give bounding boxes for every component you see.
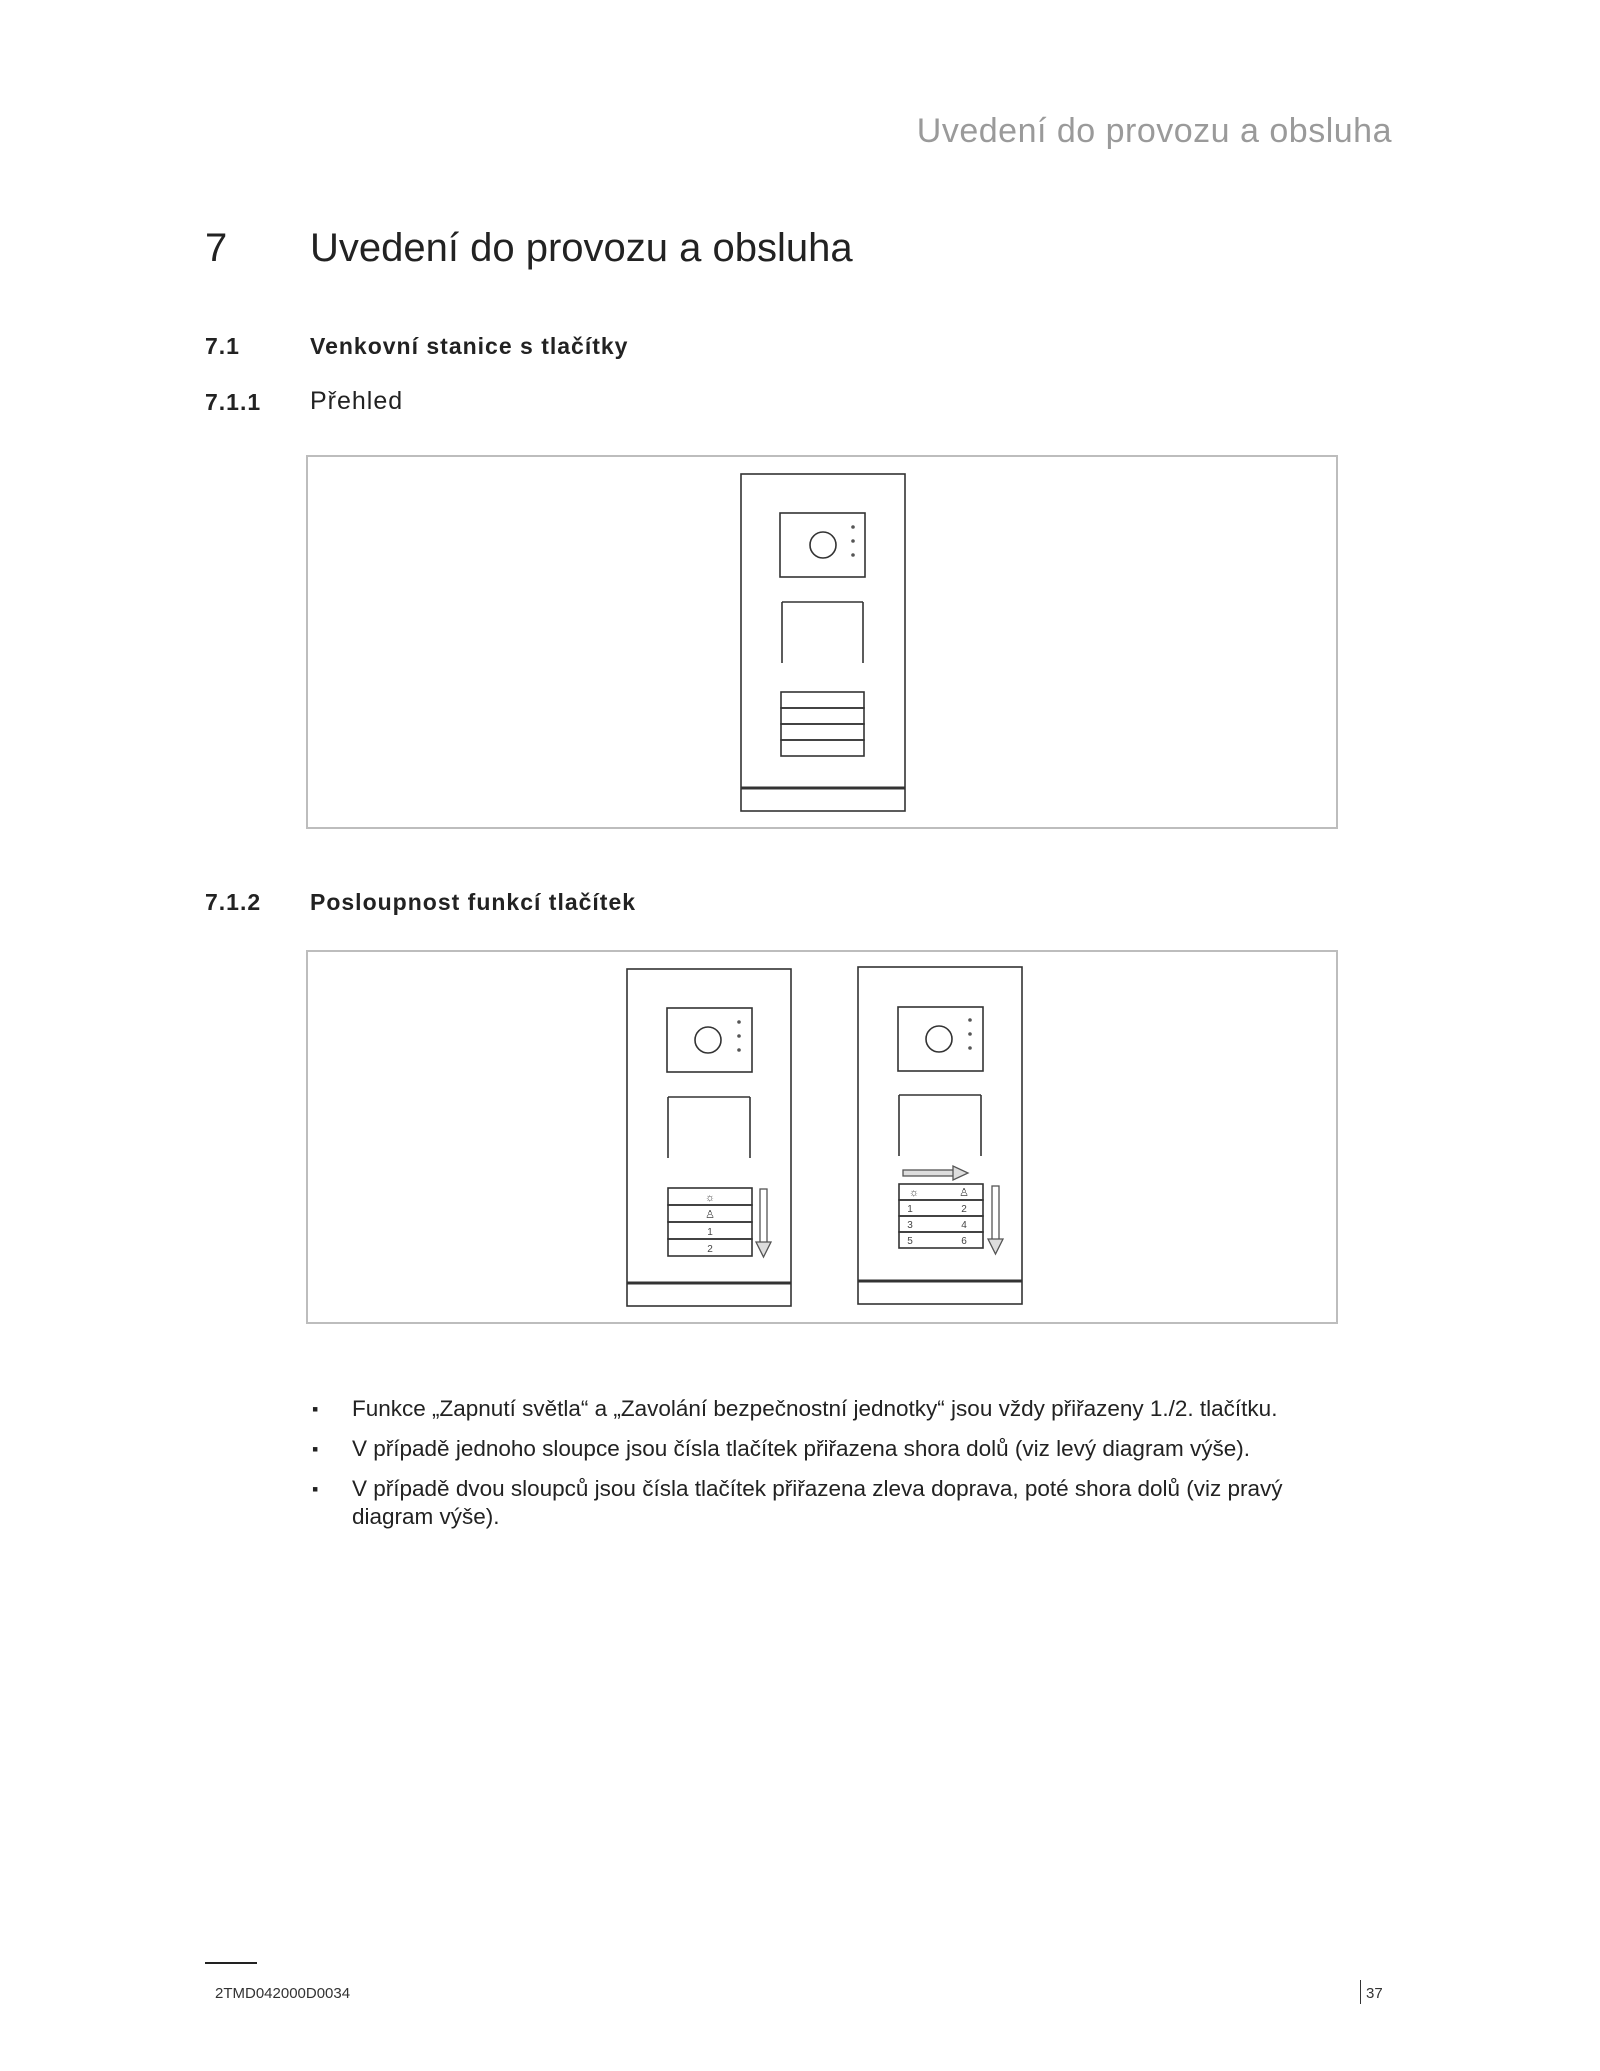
footer-rule — [205, 1962, 257, 1964]
button-label: 2 — [961, 1204, 967, 1215]
page-number: 37 — [1366, 1985, 1383, 2002]
arrow-right-icon — [903, 1166, 968, 1180]
security-guard-icon: ♙ — [705, 1209, 715, 1221]
button-label: 1 — [707, 1227, 713, 1238]
bullet-item — [310, 1435, 1360, 1463]
button-label: 1 — [907, 1204, 913, 1215]
camera-module — [780, 513, 865, 577]
document-id: 2TMD042000D0034 — [215, 1985, 351, 2002]
chapter-title: Uvedení do provozu a obsluha — [310, 226, 853, 270]
light-icon: ☼ — [704, 1192, 716, 1204]
arrow-down-icon — [756, 1189, 771, 1257]
camera-lens-icon — [810, 532, 836, 558]
bullet-mark: ▪ — [312, 1479, 319, 1499]
bullet-mark: ▪ — [312, 1399, 319, 1419]
camera-lens-icon — [926, 1026, 952, 1052]
station-panel — [741, 474, 905, 811]
subsection-title-sequence: Posloupnost funkcí tlačítek — [310, 889, 637, 915]
chapter-number: 7 — [205, 226, 228, 270]
figure-button-sequence — [306, 950, 1338, 1324]
button-label: 6 — [961, 1236, 967, 1247]
section-title: Venkovní stanice s tlačítky — [310, 333, 629, 359]
bullet-list — [310, 1395, 1360, 1543]
subsection-number-overview: 7.1.1 — [205, 389, 262, 415]
button-label: 3 — [907, 1220, 913, 1231]
station-single-column — [627, 969, 791, 1306]
status-led-icons — [851, 525, 855, 557]
arrow-down-icon — [988, 1186, 1003, 1254]
light-icon: ☼ — [908, 1187, 920, 1199]
bullet-item — [310, 1475, 1360, 1531]
station-two-columns — [858, 967, 1022, 1304]
outdoor-station-overview-drawing — [308, 457, 1340, 831]
bullet-item — [310, 1395, 1360, 1423]
camera-lens-icon — [695, 1027, 721, 1053]
button-label: 5 — [907, 1236, 913, 1247]
bullet-text: V případě dvou sloupců jsou čísla tlačítek přiřazena zleva doprava, poté shora dolů (viz pravý diagram výše). — [352, 1476, 1283, 1529]
figure-overview — [306, 455, 1338, 829]
bullet-mark: ▪ — [312, 1439, 319, 1459]
bullet-text: V případě jednoho sloupce jsou čísla tlačítek přiřazena shora dolů (viz levý diagram výše). — [352, 1436, 1250, 1461]
subsection-number-sequence: 7.1.2 — [205, 889, 262, 915]
button-label: 4 — [961, 1220, 967, 1231]
page-number-separator — [1360, 1980, 1361, 2004]
bullet-text: Funkce „Zapnutí světla“ a „Zavolání bezpečnostní jednotky“ jsou vždy přiřazeny 1./2. tlačítku. — [352, 1396, 1278, 1421]
section-number: 7.1 — [205, 333, 240, 359]
security-guard-icon: ♙ — [959, 1187, 969, 1199]
button-label: 2 — [707, 1244, 713, 1255]
subsection-title-overview: Přehled — [310, 387, 404, 415]
button-sequence-drawing — [308, 952, 1340, 1326]
running-header: Uvedení do provozu a obsluha — [916, 112, 1392, 150]
